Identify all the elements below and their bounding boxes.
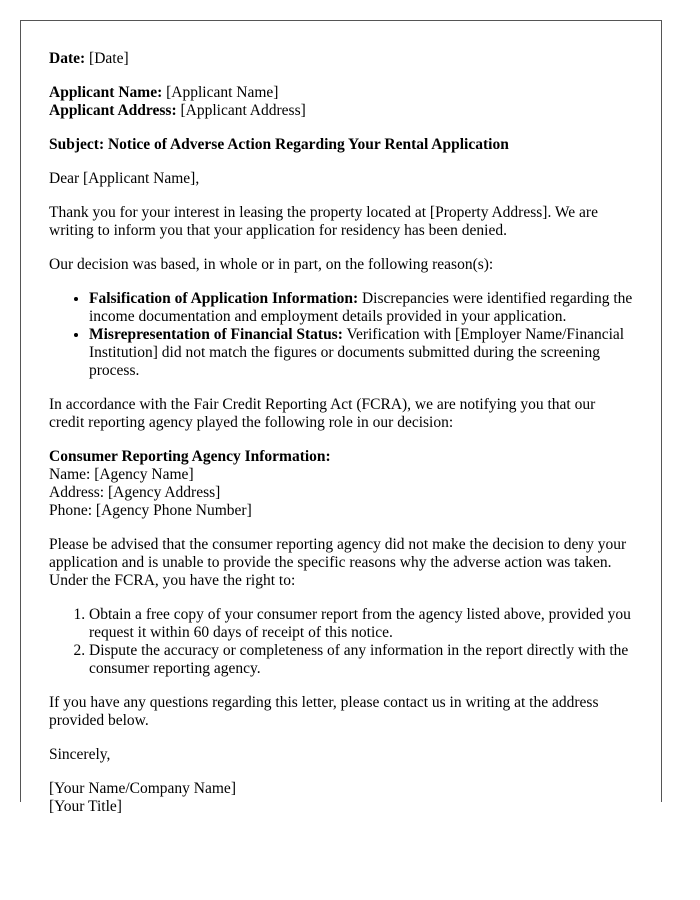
salutation: Dear [Applicant Name], (49, 170, 200, 187)
reason-title: Falsification of Application Information: (89, 290, 359, 307)
intro-paragraph: Thank you for your interest in leasing the property located at [Property Address]. We are writing to inform you that your application for residency has been denied. (49, 204, 598, 239)
reasons-list (49, 290, 633, 380)
list-item: 1. Obtain a free copy of your consumer report from the agency listed above, provided you request it within 60 days of receipt of this notice. (89, 606, 633, 642)
subject-line (49, 136, 633, 154)
letter-document (20, 20, 662, 815)
agency-name: Name: [Agency Name] (49, 466, 194, 483)
applicant-name-label: Applicant Name: (49, 84, 163, 101)
rights-list (49, 606, 633, 678)
applicant-name-line (49, 84, 278, 101)
applicant-address-value: [Applicant Address] (180, 102, 306, 119)
questions-paragraph: If you have any questions regarding this letter, please contact us in writing at the address provided below. (49, 694, 599, 729)
reason-title: Misrepresentation of Financial Status: (89, 326, 343, 343)
reason-text: Verification with [Employer Name/Financial Institution] did not match the figures or documents submitted during the screening process. (89, 326, 625, 379)
reason-text: Discrepancies were identified regarding the income documentation and employment details provided in your application. (89, 290, 633, 325)
signature-title: [Your Title] (49, 798, 122, 815)
advisory-paragraph: Please be advised that the consumer reporting agency did not make the decision to deny your application and is unable to provide the specific reasons why the adverse action was taken. Under the FCRA, you have the right to: (49, 536, 627, 589)
agency-phone: Phone: [Agency Phone Number] (49, 502, 252, 519)
applicant-address-line (49, 102, 306, 119)
list-item (89, 326, 633, 380)
applicant-address-label: Applicant Address: (49, 102, 177, 119)
signature-block (49, 780, 633, 816)
agency-block (49, 448, 633, 520)
reasons-intro: Our decision was based, in whole or in part, on the following reason(s): (49, 256, 494, 273)
subject-text: Subject: Notice of Adverse Action Regarding Your Rental Application (49, 136, 509, 153)
date-value: [Date] (89, 50, 129, 67)
applicant-block (49, 84, 633, 120)
agency-address: Address: [Agency Address] (49, 484, 221, 501)
list-item: 2. Dispute the accuracy or completeness of any information in the report directly with the consumer reporting agency. (89, 642, 633, 678)
applicant-name-value: [Applicant Name] (166, 84, 279, 101)
fcra-intro: In accordance with the Fair Credit Reporting Act (FCRA), we are notifying you that our credit reporting agency played the following role in our decision: (49, 396, 596, 431)
list-item (89, 290, 633, 326)
agency-heading: Consumer Reporting Agency Information: (49, 448, 331, 465)
date-label: Date: (49, 50, 86, 67)
date-line (49, 50, 633, 68)
signature-name: [Your Name/Company Name] (49, 780, 236, 797)
closing: Sincerely, (49, 746, 111, 763)
